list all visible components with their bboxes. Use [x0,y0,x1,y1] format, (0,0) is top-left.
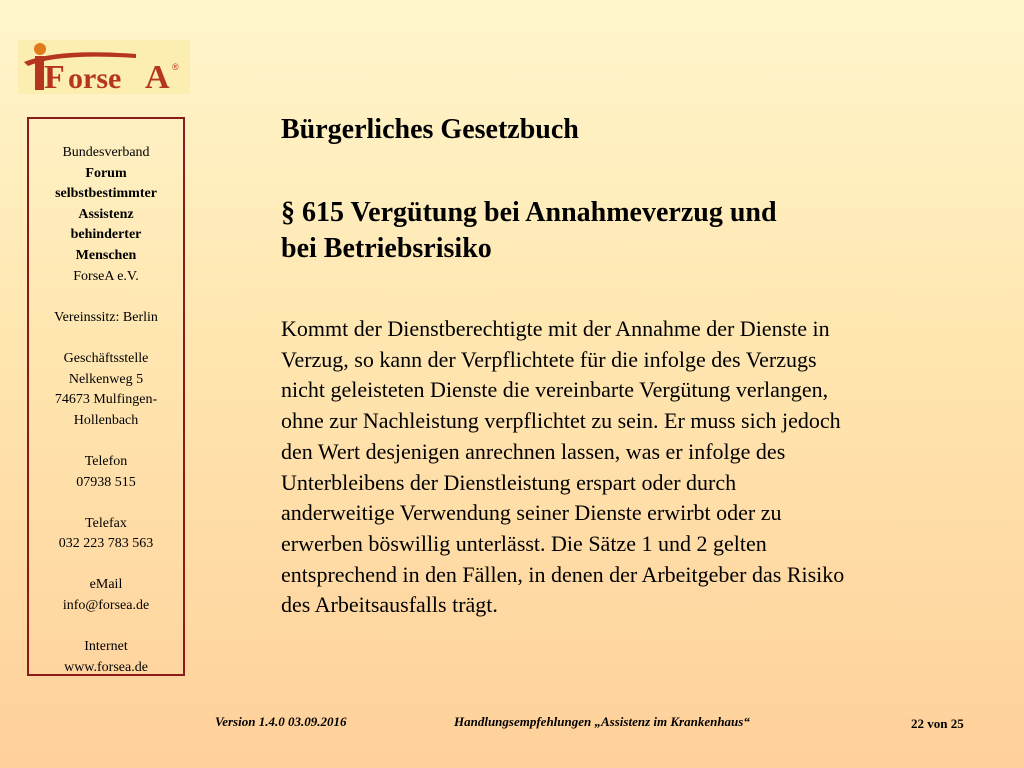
sidebar-spacer [29,493,183,514]
law-text-line: Verzug, so kann der Verpflichtete für die infolge des Verzugs [281,346,817,372]
sidebar-line: Telefon [84,453,128,469]
law-text-line: den Wert desjenigen anrechnen lassen, was er infolge des [281,438,786,464]
sidebar-line: info@forsea.de [62,598,150,614]
sidebar-contact-box [27,117,185,676]
section-heading [281,195,961,267]
sidebar-spacer [29,617,183,638]
section-heading-line: § 615 Vergütung bei Annahmeverzug und [281,197,777,228]
sidebar-line: Bundesverband [62,145,150,160]
sidebar-line: Nelkenweg 5 [68,371,144,387]
sidebar-line: www.forsea.de [64,659,148,675]
sidebar-line: Menschen [75,247,137,263]
sidebar-line: 74673 Mulfingen- [54,392,158,408]
svg-text:A: A [145,59,170,94]
sidebar-line: Hollenbach [73,412,139,428]
sidebar-line: ForseA e.V. [73,268,139,284]
page-title: Bürgerliches Gesetzbuch [281,114,579,145]
sidebar-line: 032 223 783 563 [58,536,154,552]
page-number: 22 von 25 [911,716,964,731]
forsea-logo [18,40,190,94]
sidebar-spacer [29,287,183,308]
sidebar-line: Telefax [85,515,127,531]
footer-version: Version 1.4.0 03.09.2016 [215,714,347,729]
law-text-line: nicht geleisteten Dienste die vereinbarte Vergütung verlangen, [281,377,829,403]
law-text [281,314,971,621]
law-text-line: anderweitige Verwendung seiner Dienste erwirbt oder zu [281,500,782,526]
law-text-line: ohne zur Nachleistung verpflichtet zu sein. Er muss sich jedoch [281,408,841,434]
law-text-line: Unterbleibens der Dienstleistung erspart oder durch [281,469,737,495]
sidebar-line: Geschäftsstelle [63,350,149,366]
svg-text:®: ® [172,62,179,72]
sidebar-line: Vereinssitz: Berlin [54,309,158,325]
law-text-line: des Arbeitsausfalls trägt. [281,592,498,618]
sidebar-line: selbstbestimmter [55,186,157,202]
sidebar-line: Internet [84,639,128,655]
section-heading-line: bei Betriebsrisiko [281,233,492,264]
law-text-line: Kommt der Dienstberechtigte mit der Annahme der Dienste in [281,316,830,341]
footer-document-title: Handlungsempfehlungen „Assistenz im Krankenhaus“ [454,714,750,729]
sidebar-line: 07938 515 [76,474,136,490]
forsea-logo-icon [18,40,190,94]
svg-text:F: F [44,59,65,94]
svg-text:orse: orse [68,62,122,94]
sidebar-spacer [29,555,183,576]
law-text-line: erwerben böswillig unterlässt. Die Sätze 1 und 2 gelten [281,530,767,556]
law-text-line: entsprechend in den Fällen, in denen der Arbeitgeber das Risiko [281,561,845,587]
sidebar-spacer [29,328,183,349]
sidebar-line: eMail [89,577,123,593]
sidebar-line: Forum [85,165,127,181]
sidebar-line: Assistenz [78,206,134,222]
sidebar-line: behinderter [70,227,142,243]
sidebar-spacer [29,431,183,452]
